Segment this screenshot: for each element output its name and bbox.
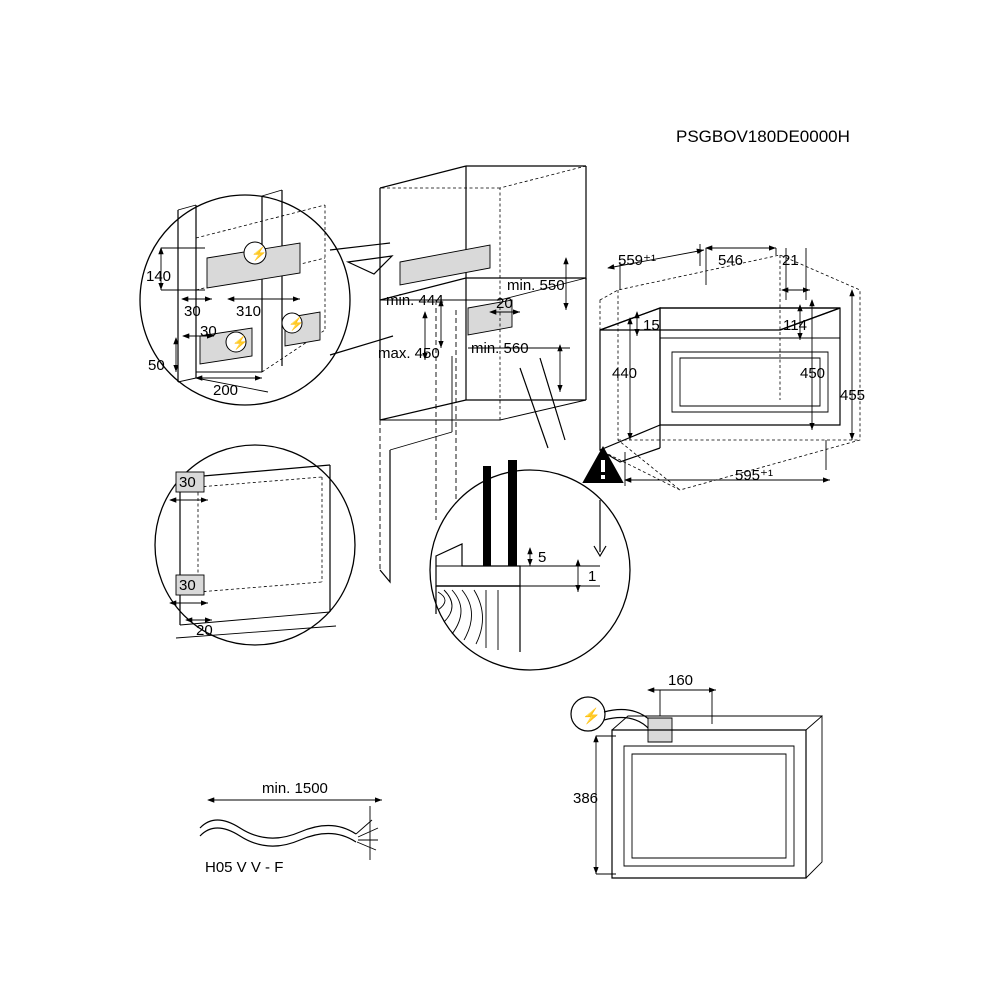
cable-type-label: H05 V V - F: [205, 859, 284, 876]
appliance-edge-right: [508, 460, 517, 566]
dim-21: 21: [782, 252, 799, 269]
dim-5: 5: [538, 549, 547, 566]
dim-15: 15: [643, 317, 660, 334]
dim-min-550: min. 550: [507, 277, 565, 294]
socket-box-right: [282, 312, 320, 346]
dim-450: 450: [800, 365, 826, 382]
power-socket-icon: ⚡: [251, 246, 268, 261]
dim-386: 386: [573, 790, 599, 807]
appliance-edge-left: [483, 466, 491, 566]
niche-socket-plate: [400, 245, 490, 285]
dim-1: 1: [588, 568, 597, 585]
detail-circle-socket: [140, 195, 350, 405]
dim-114: 114: [783, 317, 807, 334]
dim-shelf-20: 20: [196, 622, 213, 639]
svg-text:⚡: ⚡: [582, 708, 601, 725]
dim-min-444: min. 444: [386, 292, 444, 309]
dim-max-450: max. 450: [378, 345, 440, 362]
rear-view-drawing: [571, 672, 822, 878]
dim-20-niche: 20: [496, 295, 513, 312]
dim-440: 440: [612, 365, 638, 382]
dim-30-b: 30: [200, 323, 217, 340]
dim-50: 50: [148, 357, 165, 374]
power-socket-icon-2: ⚡: [288, 316, 305, 331]
appliance-3d-view: [600, 244, 865, 490]
dim-595: 595⁺¹: [735, 467, 773, 484]
dim-shelf-30-top: 30: [179, 474, 196, 491]
dim-shelf-30-bottom: 30: [179, 577, 196, 594]
dim-160: 160: [668, 672, 694, 689]
dim-min-1500: min. 1500: [262, 780, 328, 797]
power-socket-icon-3: ⚡: [232, 335, 249, 350]
dim-140: 140: [146, 268, 172, 285]
cable-diagram: [200, 780, 382, 876]
document-code: PSGBOV180DE0000H: [676, 127, 850, 146]
dim-455: 455: [840, 387, 866, 404]
dim-559: 559⁺¹: [618, 252, 656, 269]
dim-546: 546: [718, 252, 744, 269]
dim-310: 310: [236, 303, 262, 320]
dim-30-a: 30: [184, 303, 201, 320]
dim-min-560: min. 560: [471, 340, 529, 357]
dim-200: 200: [213, 382, 239, 399]
warning-triangle-icon: [584, 448, 622, 482]
